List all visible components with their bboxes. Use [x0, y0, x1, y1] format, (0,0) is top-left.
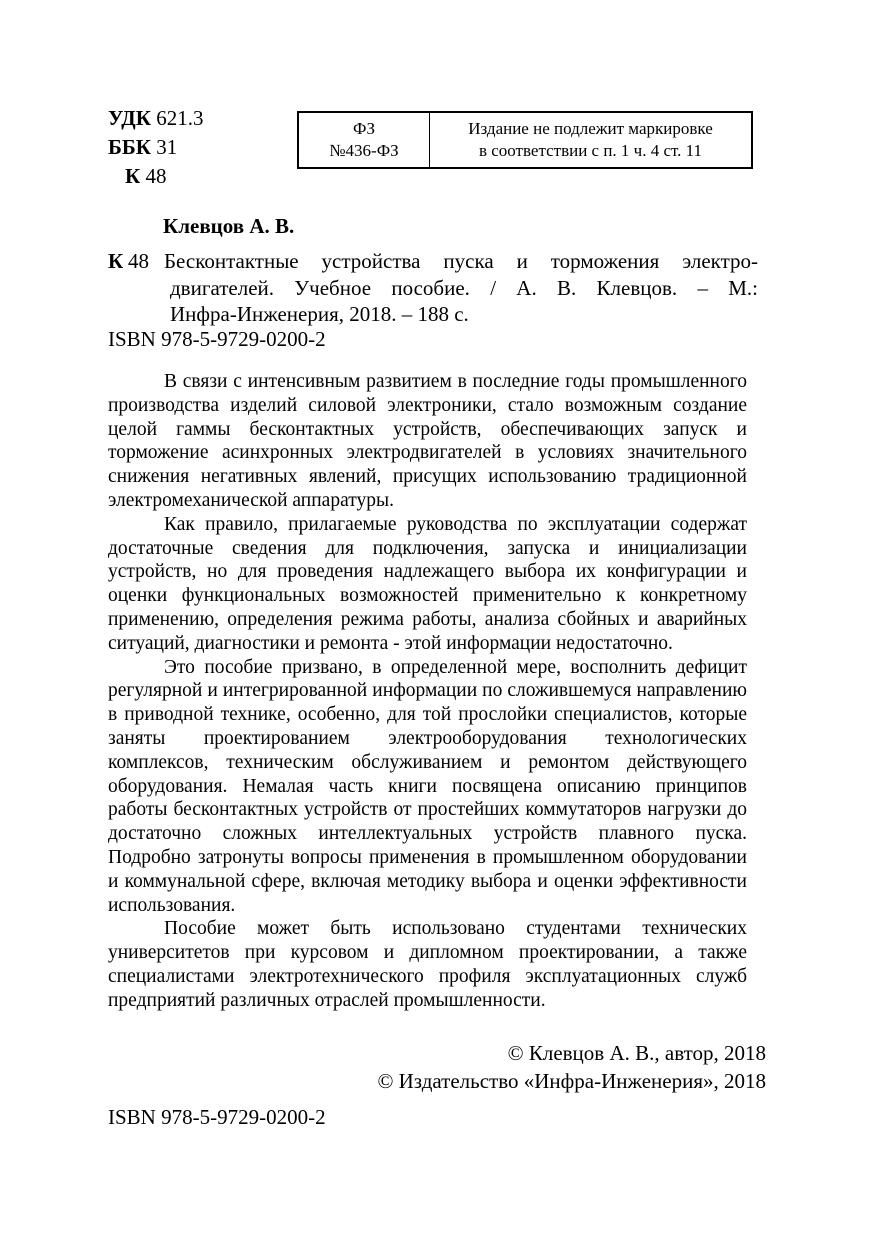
author-mark-line: К 48: [125, 164, 167, 188]
copyright-author: © Клевцов А. В., автор, 2018: [507, 1041, 766, 1065]
card-author: Клевцов А. В.: [163, 214, 295, 238]
card-line-3: Инфра-Инженерия, 2018. – 188 с.: [170, 302, 469, 326]
catalog-card: [108, 248, 758, 328]
abstract-paragraph: Это пособие призвано, в определенной мере, восполнить дефицит регулярной и интегрированной информации по сложившемуся направлению в приводной технике, особенно, для той прослойки специалистов, которые заняты проектированием электрооборудования технологических комплексов, техническим обслуживанием и ремонтом действующего оборудования. Немалая часть книги посвящена описанию принципов работы бесконтактных устройств от простейших коммутаторов нагрузки до достаточно сложных интеллектуальных устройств плавного пуска. Подробно затронуты вопросы применения в промышленном оборудовании и коммунальной сфере, включая методику выбора и оценки эффективности использования.: [108, 656, 747, 916]
card-line-1: К 48 Бесконтактные устройства пуска и торможения электро-: [108, 249, 758, 273]
udk-line: УДК 621.3: [108, 106, 204, 130]
abstract-paragraph: Пособие может быть использовано студентами технических университетов при курсовом и дипломном проектировании, а также специалистами электротехнического профиля эксплуатационных служб предприятий различных отраслей промышленности.: [108, 918, 747, 1011]
bbk-line: ББК 31: [108, 135, 178, 159]
marking-note: Издание не подлежит маркировке в соответствии с п. 1 ч. 4 ст. 11: [468, 119, 713, 160]
abstract-paragraph: В связи с интенсивным развитием в последние годы промышленного производства изделий силовой электроники, стало возможным создание целой гаммы бесконтактных устройств, обеспечивающих запуск и торможение асинхронных электродвигателей в условиях значительного снижения негативных явлений, присущих использованию традиционной электромеханической аппаратуры.: [108, 371, 747, 511]
abstract: [108, 370, 747, 1013]
card-line-2: двигателей. Учебное пособие. / А. В. Клевцов. – М.:: [170, 275, 758, 300]
card-isbn: ISBN 978-5-9729-0200-2: [108, 327, 326, 351]
copyright-publisher: © Издательство «Инфра-Инженерия», 2018: [377, 1069, 766, 1093]
classification-block: [108, 104, 203, 191]
abstract-paragraph: Как правило, прилагаемые руководства по эксплуатации содержат достаточные сведения для подключения, запуска и инициализации устройств, но для проведения надлежащего выбора их конфигурации и оценки функциональных возможностей применительно к конкретному применению, определения режима работы, анализа сбойных и аварийных ситуаций, диагностики и ремонта - этой информации недостаточно.: [108, 513, 747, 654]
footer-isbn: ISBN 978-5-9729-0200-2: [108, 1105, 326, 1129]
law-reference: ФЗ №436-ФЗ: [299, 113, 430, 167]
copyright-block: [377, 1039, 766, 1095]
age-marking-box: [297, 111, 753, 169]
